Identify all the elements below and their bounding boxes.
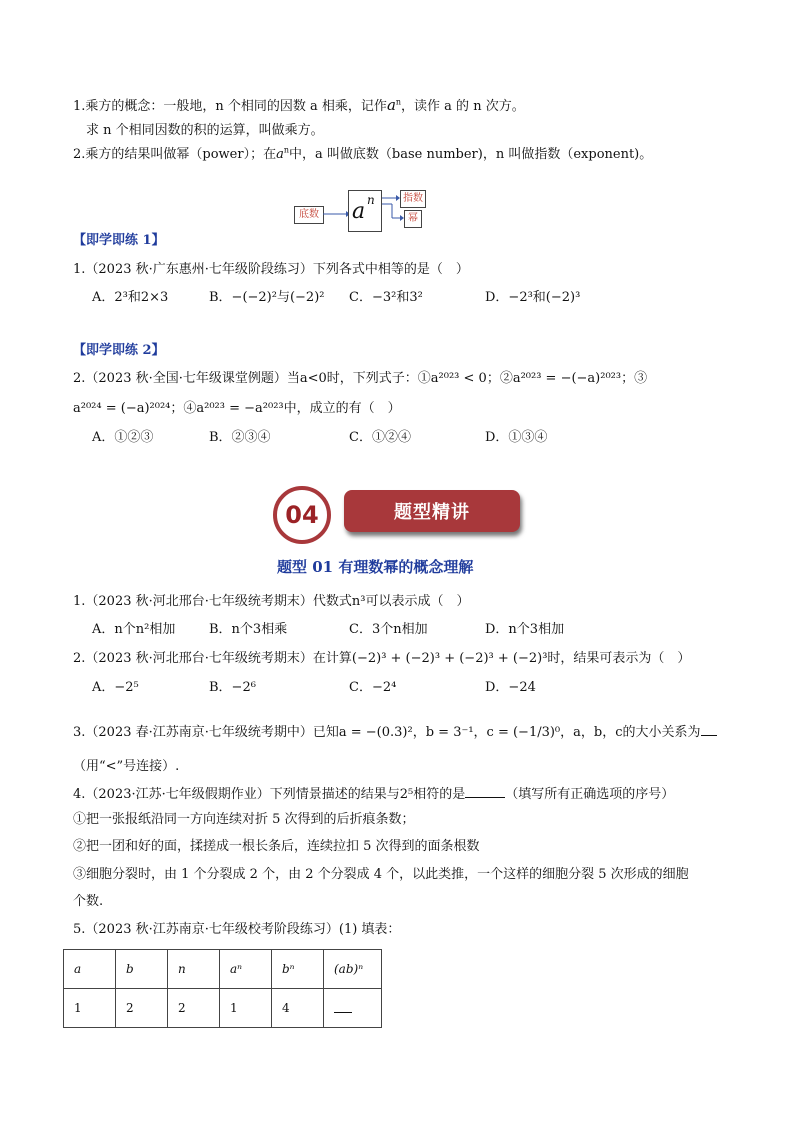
concept-line-3: 2.乘方的结果叫做幂（power）；在$a^n$中，a 叫做底数（base number)，n 叫做指数（exponent)。 bbox=[73, 145, 653, 162]
table-header-cell: b bbox=[116, 950, 168, 989]
center-power: a n bbox=[348, 190, 382, 232]
practice-2-option-a: A．①②③ bbox=[92, 430, 154, 445]
q4-item-3-cont: 个数. bbox=[73, 894, 104, 909]
practice-1-option-b: B．−(−2)²与(−2)² bbox=[209, 290, 325, 305]
practice-1-header: 【即学即练 1】 bbox=[73, 233, 165, 248]
table-header-cell: bⁿ bbox=[272, 950, 324, 989]
practice-2-option-b: B．②③④ bbox=[209, 430, 271, 445]
table-cell: 2 bbox=[116, 989, 168, 1028]
q4-answer-blank[interactable] bbox=[465, 785, 505, 798]
q2-option-a: A．−2⁵ bbox=[92, 680, 139, 695]
q5-fill-table bbox=[63, 949, 382, 1028]
practice-1-option-a: A．2³和2×3 bbox=[92, 290, 169, 305]
power-diagram bbox=[292, 186, 432, 234]
practice-2-question-l1: 2.（2023 秋·全国·七年级课堂例题）当a<0时，下列式子：①a²⁰²³ < 0；②a²⁰²³ = −(−a)²⁰²³；③ bbox=[73, 371, 648, 386]
table-cell: 1 bbox=[220, 989, 272, 1028]
practice-1-option-d: D．−2³和(−2)³ bbox=[485, 290, 581, 305]
base-label: 底数 bbox=[294, 206, 324, 224]
q3-stem-l1: 3.（2023 春·江苏南京·七年级统考期中）已知a = −(0.3)²，b = 3⁻¹，c = (−1/3)⁰，a，b，c的大小关系为 bbox=[73, 723, 717, 742]
q2-option-b: B．−2⁶ bbox=[209, 680, 256, 695]
concept-line-1: 1.乘方的概念：一般地，n 个相同的因数 a 相乘，记作$a^n$，读作 a 的 n 次方。 bbox=[73, 96, 525, 114]
q1-option-a: A．n个n²相加 bbox=[92, 622, 176, 637]
table-cell: 2 bbox=[168, 989, 220, 1028]
table-row bbox=[64, 989, 382, 1028]
q1-stem: 1.（2023 秋·河北邢台·七年级统考期末）代数式n³可以表示成（ ） bbox=[73, 594, 470, 609]
practice-1-option-c: C．−3²和3² bbox=[349, 290, 423, 305]
q4-item-3: ③细胞分裂时，由 1 个分裂成 2 个，由 2 个分裂成 4 个，以此类推，一个这样的细胞分裂 5 次形成的细胞 bbox=[73, 867, 689, 882]
section-title-banner: 题型精讲 bbox=[344, 490, 520, 532]
practice-2-option-c: C．①②④ bbox=[349, 430, 411, 445]
exponent-label: 指数 bbox=[400, 190, 426, 208]
q5-answer-blank[interactable] bbox=[334, 1000, 352, 1013]
section-subtitle: 题型 01 有理数幂的概念理解 bbox=[277, 558, 474, 576]
q4-item-2: ②把一团和好的面，揉搓成一根长条后，连续拉扣 5 次得到的面条根数 bbox=[73, 839, 480, 854]
practice-2-option-d: D．①③④ bbox=[485, 430, 548, 445]
q1-option-d: D．n个3相加 bbox=[485, 622, 565, 637]
q1-option-b: B．n个3相乘 bbox=[209, 622, 288, 637]
practice-1-question: 1.（2023 秋·广东惠州·七年级阶段练习）下列各式中相等的是（ ） bbox=[73, 262, 469, 277]
q5-stem: 5.（2023 秋·江苏南京·七年级校考阶段练习）(1) 填表： bbox=[73, 922, 401, 937]
practice-2-question-l2: a²⁰²⁴ = (−a)²⁰²⁴；④a²⁰²³ = −a²⁰²³中，成立的有（ ） bbox=[73, 401, 401, 416]
table-header-cell: aⁿ bbox=[220, 950, 272, 989]
table-answer-cell[interactable] bbox=[324, 989, 382, 1028]
table-cell: 1 bbox=[64, 989, 116, 1028]
table-header-row bbox=[64, 950, 382, 989]
table-header-cell: (ab)ⁿ bbox=[324, 950, 382, 989]
q3-stem-l2: （用“<”号连接）. bbox=[73, 759, 180, 774]
table-header-cell: a bbox=[64, 950, 116, 989]
table-cell: 4 bbox=[272, 989, 324, 1028]
q2-option-c: C．−2⁴ bbox=[349, 680, 397, 695]
table-header-cell: n bbox=[168, 950, 220, 989]
q4-item-1: ①把一张报纸沿同一方向连续对折 5 次得到的后折痕条数； bbox=[73, 812, 415, 827]
q1-option-c: C．3个n相加 bbox=[349, 622, 428, 637]
power-label: 幂 bbox=[404, 210, 422, 228]
practice-2-header: 【即学即练 2】 bbox=[73, 343, 165, 358]
q4-stem: 4.（2023·江苏·七年级假期作业）下列情景描述的结果与2⁵相符的是 （填写所有正确选项的序号） bbox=[73, 787, 675, 802]
q3-answer-blank[interactable] bbox=[701, 723, 717, 736]
concept-line-2: 求 n 个相同因数的积的运算，叫做乘方。 bbox=[86, 123, 324, 138]
q2-stem: 2.（2023 秋·河北邢台·七年级统考期末）在计算(−2)³ + (−2)³ + (−2)³ + (−2)³时，结果可表示为（ ） bbox=[73, 651, 691, 666]
q2-option-d: D．−24 bbox=[485, 680, 536, 695]
section-number-badge: 04 bbox=[273, 486, 331, 544]
